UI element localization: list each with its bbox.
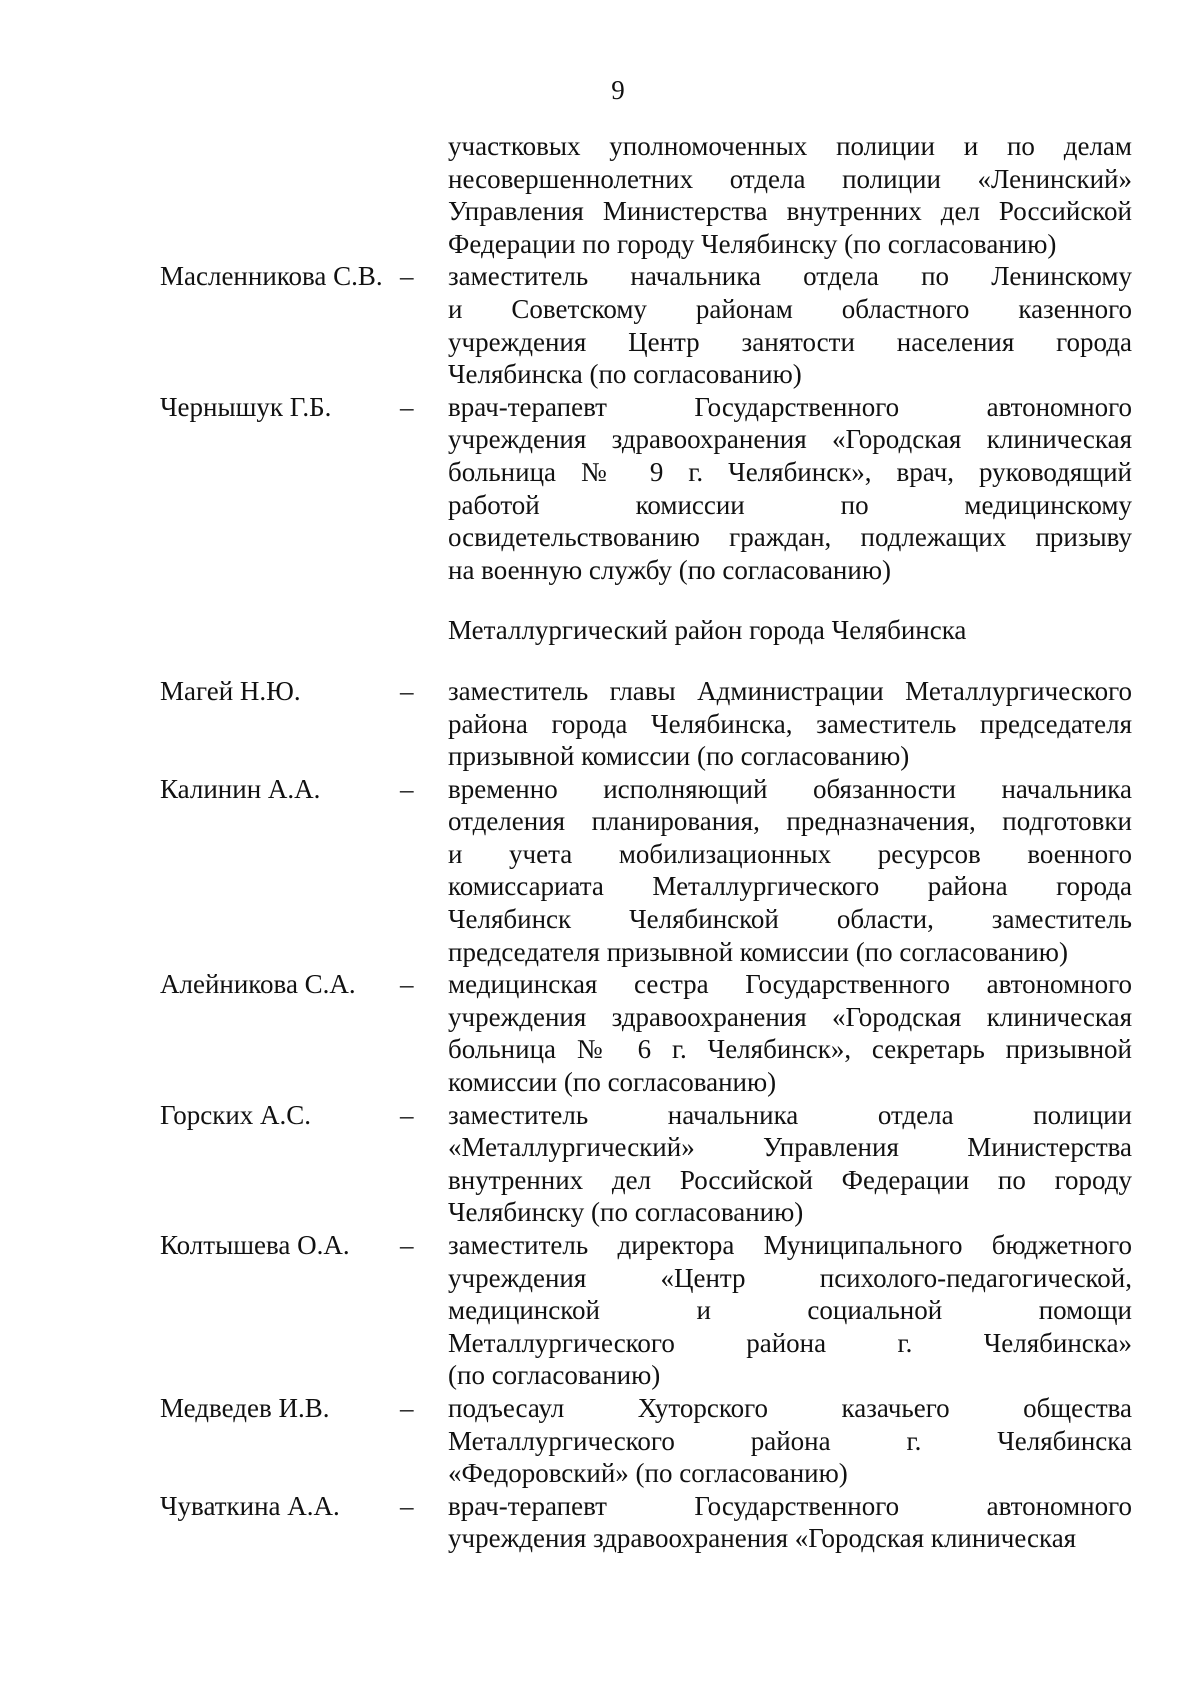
text-line: «Металлургический» Управления Министерства [448,1132,1132,1163]
text-line: района города Челябинска, заместитель председателя [448,708,1132,739]
member-position [448,1229,1132,1392]
member-position [448,1099,1132,1229]
dash-separator: – [400,969,414,1000]
text-line: больница № 6 г. Челябинск», секретарь призывной [448,1034,1132,1065]
text-line: внутренних дел Российской Федерации по городу [448,1164,1132,1195]
text-line: Челябинск Челябинской области, заместитель [448,904,1132,935]
member-entry [160,675,1134,773]
text-line: «Федоровский» (по согласованию) [448,1458,848,1489]
dash-separator: – [400,773,414,804]
text-line: подъесаул Хуторского казачьего общества [448,1392,1132,1423]
entries-list-leninsky [160,260,1134,586]
text-line: заместитель начальника отдела полиции [448,1099,1132,1130]
section-heading: Металлургический район города Челябинска [448,615,967,646]
member-name: Масленникова С.В. [160,261,383,292]
text-line: комиссии (по согласованию) [448,1067,777,1098]
text-line: врач-терапевт Государственного автономного [448,391,1132,422]
member-position [448,391,1132,587]
text-line: медицинская сестра Государственного автономного [448,969,1132,1000]
text-line: временно исполняющий обязанности начальника [448,773,1132,804]
member-entry [160,1099,1134,1229]
text-line: учреждения Центр занятости населения города [448,326,1132,357]
text-line: несовершеннолетних отдела полиции «Ленинский» [448,163,1132,194]
member-name: Горских А.С. [160,1099,312,1130]
member-entry [160,773,1134,969]
text-line: и Советскому районам областного казенного [448,293,1132,324]
text-line: Металлургического района г. Челябинска [448,1425,1132,1456]
dash-separator: – [400,1490,414,1521]
text-line: призывной комиссии (по согласованию) [448,741,910,772]
text-line: Челябинска (по согласованию) [448,359,802,390]
member-name: Калинин А.А. [160,773,321,804]
text-line: председателя призывной комиссии (по согласованию) [448,936,1068,967]
dash-separator: – [400,1230,414,1260]
member-name: Алейникова С.А. [160,969,356,1000]
member-entry [160,1229,1134,1392]
dash-separator: – [400,1392,414,1423]
member-name: Магей Н.Ю. [160,675,301,706]
text-line: участковых уполномоченных полиции и по делам [448,131,1132,161]
text-line: учреждения «Центр психолого-педагогической, [448,1262,1132,1293]
text-line: работой комиссии по медицинскому [448,489,1132,520]
text-line: (по согласованию) [448,1360,661,1391]
member-position [448,1490,1132,1555]
text-line: заместитель директора Муниципального бюджетного [448,1230,1132,1260]
member-name: Чернышук Г.Б. [160,391,332,422]
dash-separator: – [400,675,414,706]
member-position [448,260,1132,390]
text-line: Управления Министерства внутренних дел Российской [448,196,1132,227]
text-line: освидетельствованию граждан, подлежащих призыву [448,522,1132,553]
text-line: Федерации по городу Челябинску (по согласованию) [448,228,1057,259]
member-name: Чуваткина А.А. [160,1490,340,1521]
member-entry [160,1490,1134,1555]
text-line: медицинской и социальной помощи [448,1295,1132,1326]
member-entry [160,968,1134,1098]
text-line: заместитель начальника отдела по Ленинскому [448,261,1132,292]
member-entry [160,260,1134,390]
text-line: отделения планирования, предназначения, подготовки [448,806,1132,837]
member-position [448,773,1132,969]
member-name: Колтышева О.А. [160,1230,350,1260]
continuation-paragraph [448,130,1132,260]
text-line: учреждения здравоохранения «Городская клиническая [448,1001,1132,1032]
page-number: 9 [611,75,625,105]
member-entry [160,391,1134,587]
member-position [448,1392,1132,1490]
text-line: заместитель главы Администрации Металлургического [448,675,1132,706]
text-line: учреждения здравоохранения «Городская клиническая [448,424,1132,455]
text-line: и учета мобилизационных ресурсов военного [448,838,1132,869]
member-entry [160,1392,1134,1490]
member-position [448,675,1132,773]
text-line: больница № 9 г. Челябинск», врач, руководящий [448,456,1132,487]
text-line: комиссариата Металлургического района города [448,871,1132,902]
dash-separator: – [400,1099,414,1130]
text-line: врач-терапевт Государственного автономного [448,1490,1132,1521]
text-line: Челябинску (по согласованию) [448,1197,804,1228]
dash-separator: – [400,391,414,422]
text-line: на военную службу (по согласованию) [448,554,891,585]
document-body [160,130,1134,1555]
dash-separator: – [400,261,414,292]
entries-list-metallurgical [160,675,1134,1555]
text-line: учреждения здравоохранения «Городская клиническая [448,1523,1077,1554]
member-position [448,968,1132,1098]
text-line: Металлургического района г. Челябинска» [448,1327,1132,1358]
member-name: Медведев И.В. [160,1392,330,1423]
